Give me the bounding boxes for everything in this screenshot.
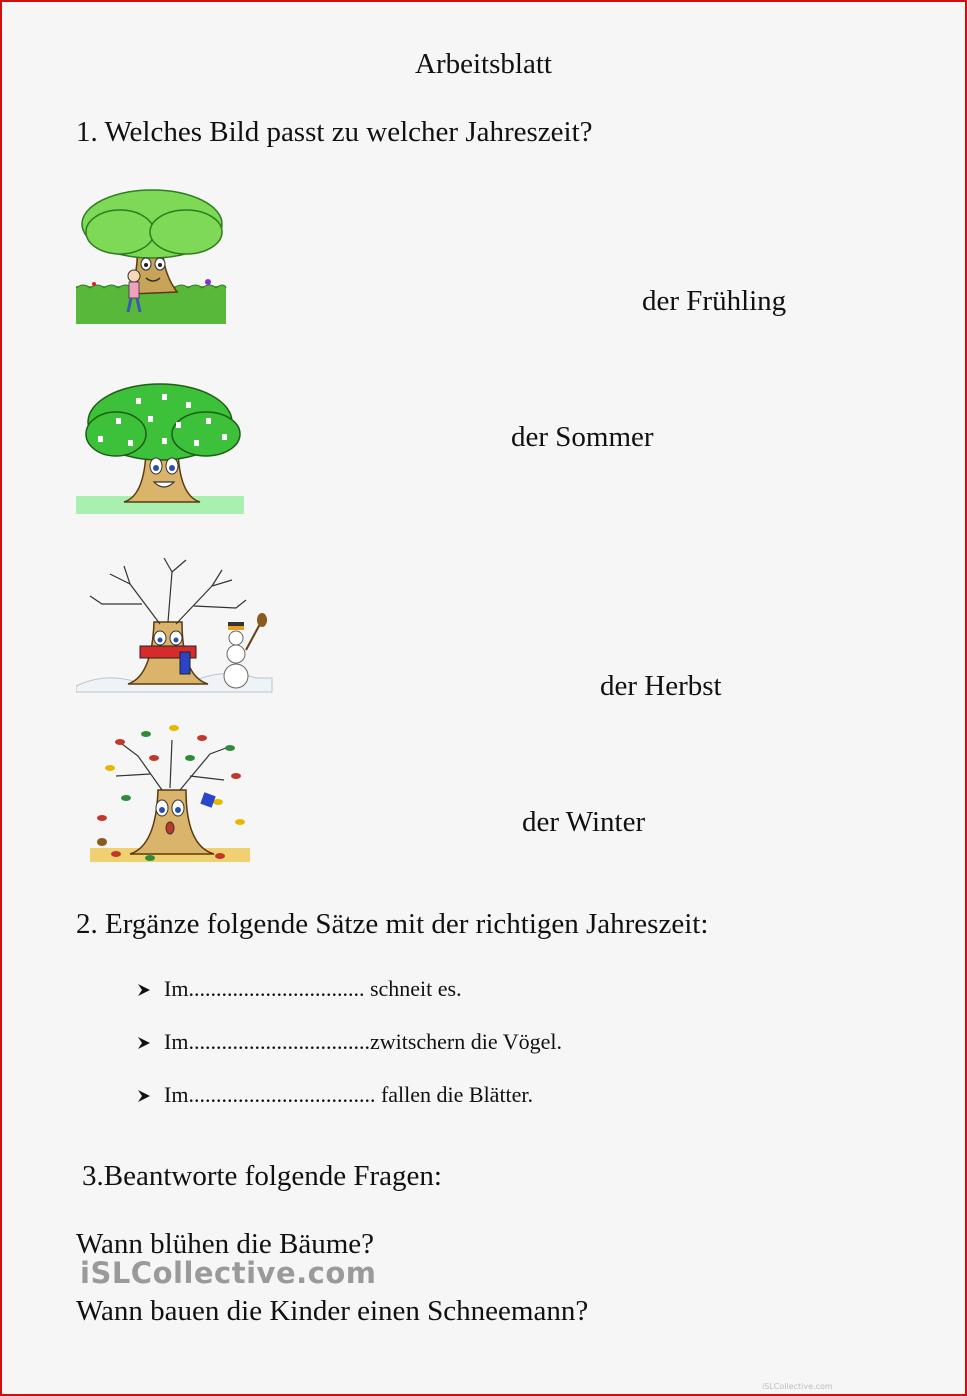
- arrow-bullet-icon: [136, 1035, 152, 1051]
- season-label-winter: der Winter: [522, 806, 646, 838]
- question-1: Wann blühen die Bäume?: [76, 1228, 375, 1260]
- sentence-2: Im.................................zwitschern die Vögel.: [164, 1029, 562, 1054]
- sentence-1: Im................................ schneit es.: [164, 976, 462, 1001]
- exercise1-heading: 1. Welches Bild passt zu welcher Jahreszeit?: [76, 116, 593, 148]
- arrow-bullet-icon: [136, 982, 152, 998]
- winter-tree-icon: [76, 554, 274, 696]
- arrow-bullet-icon: [136, 1088, 152, 1104]
- page-title: Arbeitsblatt: [415, 48, 552, 80]
- spring-tree-icon: [76, 184, 228, 326]
- exercise3-heading: 3.Beantworte folgende Fragen:: [82, 1160, 442, 1192]
- season-label-autumn: der Herbst: [600, 670, 722, 702]
- season-label-spring: der Frühling: [642, 285, 787, 317]
- season-label-summer: der Sommer: [511, 421, 654, 453]
- question-2: Wann bauen die Kinder einen Schneemann?: [76, 1295, 589, 1327]
- autumn-tree-icon: [90, 718, 252, 866]
- watermark-logo: iSLCollective.com: [80, 1256, 377, 1290]
- sentence-3: Im.................................. fallen die Blätter.: [164, 1082, 534, 1107]
- summer-tree-icon: [76, 378, 246, 518]
- footer-credit: iSLCollective.com: [762, 1382, 833, 1391]
- exercise2-heading: 2. Ergänze folgende Sätze mit der richtigen Jahreszeit:: [76, 908, 709, 940]
